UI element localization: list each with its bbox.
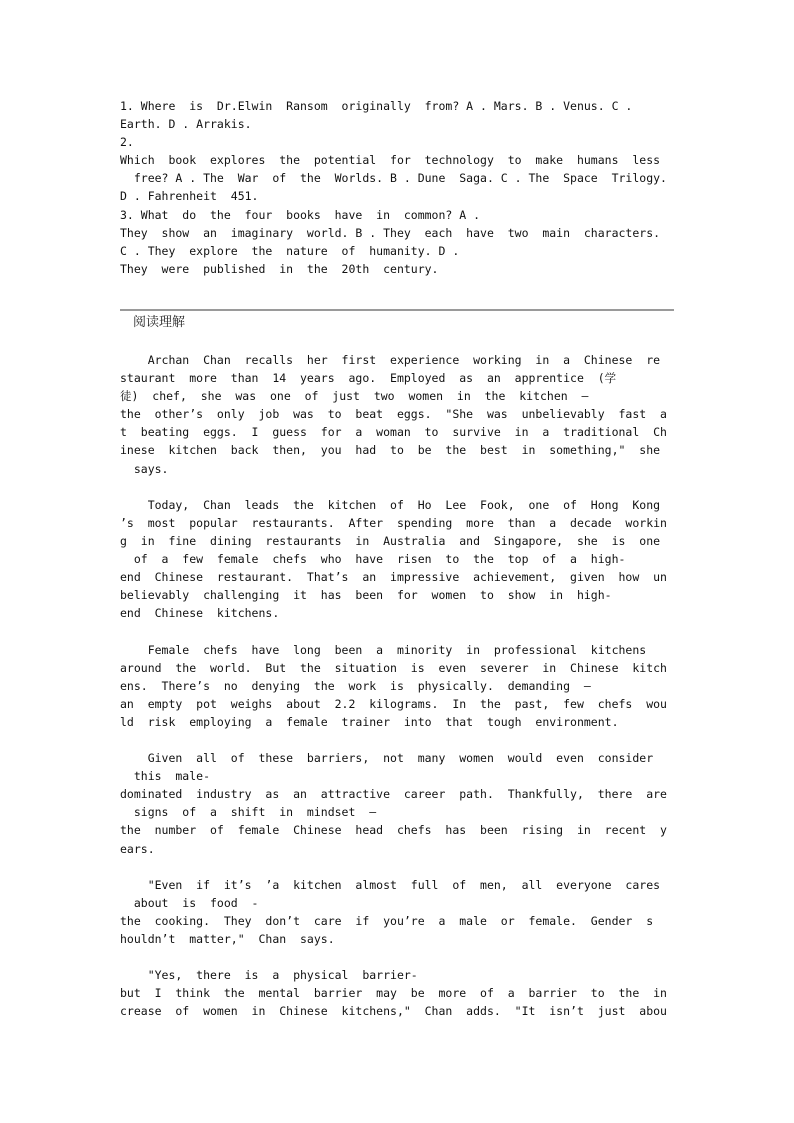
paragraph-line: says. <box>120 461 169 476</box>
question-line: They show an imaginary world. B . They each have two main characters. <box>120 225 661 240</box>
question-line: Earth. D . Arrakis. <box>120 117 252 132</box>
question-1 <box>120 97 674 133</box>
paragraph-line: this male- <box>120 769 211 784</box>
question-line: C . They explore the nature of humanity. D . <box>120 243 460 258</box>
questions-section <box>120 97 674 278</box>
paragraph-line: the number of female Chinese head chefs has been rising in recent y <box>120 823 667 838</box>
paragraph-line: signs of a shift in mindset — <box>120 805 377 820</box>
paragraph-5 <box>120 876 674 948</box>
paragraph-line: staurant more than 14 years ago. Employed as an apprentice (学 <box>120 371 617 386</box>
paragraph-line: Archan Chan recalls her first experience working in a Chinese re <box>120 353 661 367</box>
question-line: 3. What do the four books have in common? A . <box>120 207 481 222</box>
paragraph-line: ens. There’s no denying the work is physically. demanding — <box>120 678 591 693</box>
paragraph-line: ld risk employing a female trainer into that tough environment. <box>120 714 619 729</box>
question-line: They were published in the 20th century. <box>120 261 439 276</box>
paragraph-1 <box>120 351 674 478</box>
paragraph-line: dominated industry as an attractive career path. Thankfully, there are <box>120 787 667 802</box>
paragraph-line: "Yes, there is a physical barrier- <box>120 968 418 983</box>
paragraph-2 <box>120 496 674 623</box>
paragraph-line: end Chinese restaurant. That’s an impressive achievement, given how un <box>120 570 667 585</box>
question-3 <box>120 206 674 278</box>
paragraph-6 <box>120 966 674 1020</box>
paragraph-line: g in fine dining restaurants in Australia and Singapore, she is one <box>120 533 661 548</box>
paragraph-line: around the world. But the situation is even severer in Chinese kitch <box>120 660 667 675</box>
question-line: 1. Where is Dr.Elwin Ransom originally from? A . Mars. B . Venus. C . <box>120 99 633 113</box>
paragraph-line: believably challenging it has been for women to show in high- <box>120 588 612 603</box>
paragraph-line: inese kitchen back then, you had to be the best in something," she <box>120 443 661 458</box>
paragraph-line: of a few female chefs who have risen to the top of a high- <box>120 552 626 567</box>
question-line: Which book explores the potential for technology to make humans less <box>120 153 661 168</box>
paragraph-line: houldn’t matter," Chan says. <box>120 932 335 946</box>
paragraph-line: crease of women in Chinese kitchens," Chan adds. "It isn’t just abou <box>120 1004 667 1019</box>
paragraph-line: Given all of these barriers, not many women would even consider <box>120 751 654 766</box>
paragraph-line: the cooking. They don’t care if you’re a male or female. Gender s <box>120 913 654 928</box>
paragraph-line: t beating eggs. I guess for a woman to survive in a traditional Ch <box>120 425 667 440</box>
question-line: D . Fahrenheit 451. <box>120 189 259 204</box>
reading-article <box>120 351 674 1039</box>
paragraph-line: but I think the mental barrier may be more of a barrier to the in <box>120 986 667 1001</box>
paragraph-line: end Chinese kitchens. <box>120 606 280 621</box>
paragraph-line: ears. <box>120 841 155 856</box>
paragraph-line: the other’s only job was to beat eggs. "She was unbelievably fast a <box>120 407 667 422</box>
paragraph-4 <box>120 749 674 858</box>
section-title: 阅读理解 <box>133 315 186 330</box>
paragraph-line: "Even if it’s ’a kitchen almost full of men, all everyone cares <box>120 877 661 892</box>
question-2 <box>120 133 674 205</box>
question-line: 2. <box>120 135 134 150</box>
section-divider <box>120 309 674 311</box>
question-line: free? A . The War of the Worlds. B . Dune Saga. C . The Space Trilogy. <box>120 171 667 186</box>
paragraph-line: Today, Chan leads the kitchen of Ho Lee Fook, one of Hong Kong <box>120 497 661 512</box>
paragraph-line: Female chefs have long been a minority in professional kitchens <box>120 642 647 657</box>
paragraph-3 <box>120 641 674 731</box>
paragraph-line: ’s most popular restaurants. After spending more than a decade workin <box>120 515 667 530</box>
paragraph-line: an empty pot weighs about 2.2 kilograms. In the past, few chefs wou <box>120 696 667 711</box>
paragraph-line: about is food - <box>120 895 259 910</box>
paragraph-line: 徒) chef, she was one of just two women in the kitchen — <box>120 389 589 404</box>
